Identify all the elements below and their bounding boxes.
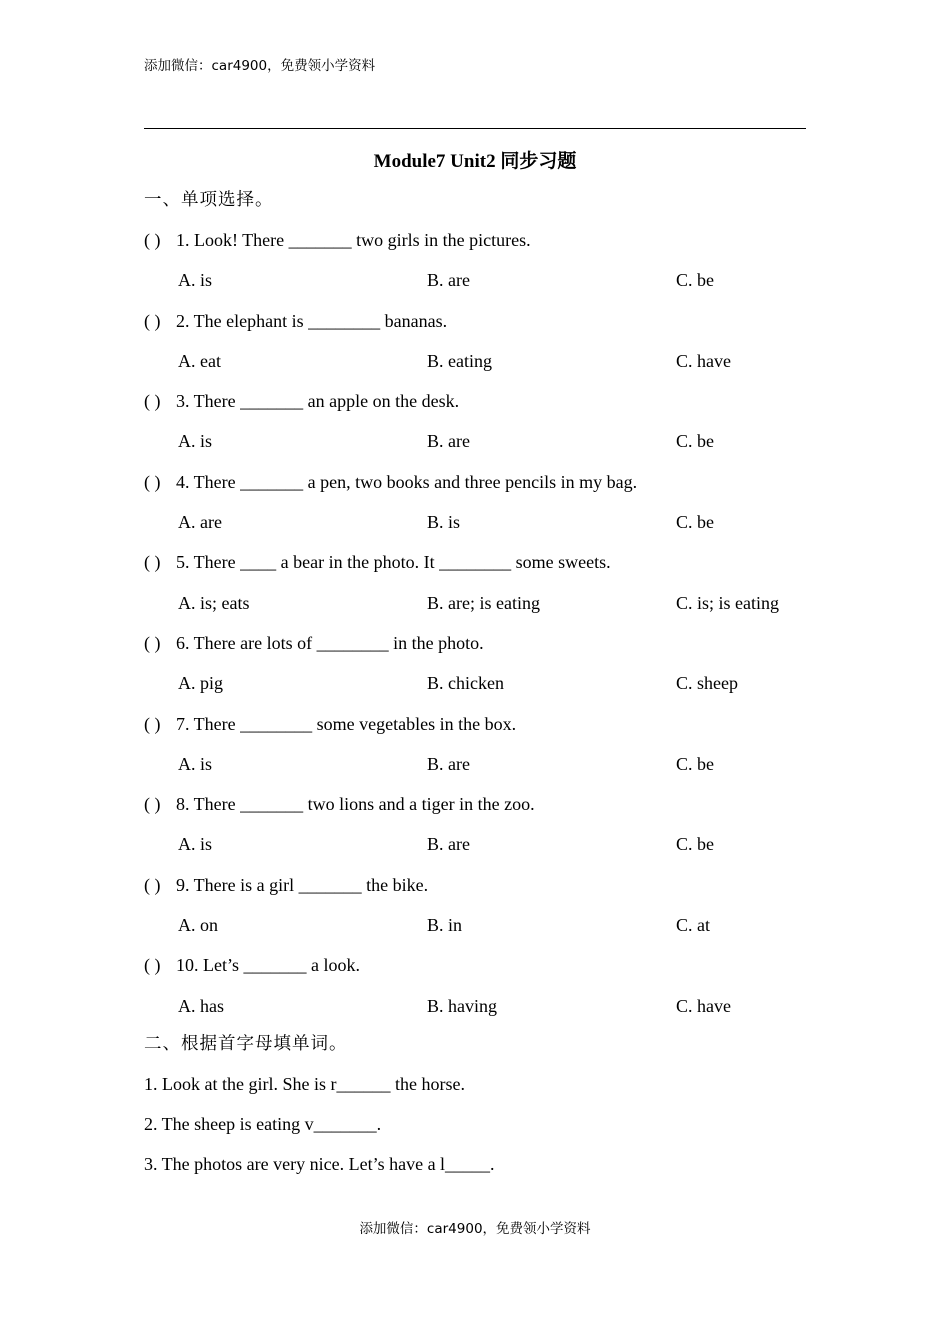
question-10	[144, 953, 360, 977]
page-title: Module7 Unit2 同步习题	[373, 151, 577, 172]
option-a: A. is	[178, 431, 213, 451]
options-2	[178, 349, 818, 373]
option-a: A. has	[178, 996, 224, 1016]
options-9	[178, 913, 818, 937]
question-text: 5. There ____ a bear in the photo. It ________ some sweets.	[176, 552, 611, 572]
option-c: C. be	[676, 754, 714, 774]
question-text: 2. The elephant is ________ bananas.	[176, 311, 448, 331]
fill-item-3: 3. The photos are very nice. Let’s have a l_____.	[144, 1154, 495, 1174]
options-1	[178, 268, 818, 292]
options-3	[178, 429, 818, 453]
option-b: B. are; is eating	[427, 593, 540, 613]
option-a: A. pig	[178, 673, 223, 693]
header-note: 添加微信：car4900，免费领小学资料	[144, 58, 376, 74]
question-text: 3. There _______ an apple on the desk.	[176, 391, 460, 411]
option-a: A. are	[178, 512, 222, 532]
fill-item-2: 2. The sheep is eating v_______.	[144, 1114, 382, 1134]
answer-paren: ( )	[144, 714, 161, 734]
question-4	[144, 470, 637, 494]
question-text: 1. Look! There _______ two girls in the pictures.	[176, 230, 531, 250]
options-8	[178, 832, 818, 856]
option-c: C. be	[676, 270, 714, 290]
option-a: A. is	[178, 834, 213, 854]
options-7	[178, 752, 818, 776]
options-4	[178, 510, 818, 534]
option-c: C. be	[676, 834, 714, 854]
question-6	[144, 631, 484, 655]
option-c: C. at	[676, 915, 710, 935]
option-c: C. sheep	[676, 673, 738, 693]
option-a: A. eat	[178, 351, 221, 371]
question-text: 7. There ________ some vegetables in the box.	[176, 714, 517, 734]
option-c: C. is; is eating	[676, 593, 779, 613]
question-text: 4. There _______ a pen, two books and three pencils in my bag.	[176, 472, 638, 492]
fill-item-1: 1. Look at the girl. She is r______ the horse.	[144, 1074, 465, 1094]
footer-note: 添加微信：car4900，免费领小学资料	[359, 1221, 591, 1237]
answer-paren: ( )	[144, 391, 161, 411]
option-a: A. is	[178, 754, 213, 774]
options-5	[178, 591, 818, 615]
question-2	[144, 309, 447, 333]
answer-paren: ( )	[144, 633, 161, 653]
option-b: B. are	[427, 754, 470, 774]
question-7	[144, 712, 516, 736]
option-a: A. is; eats	[178, 593, 250, 613]
question-9	[144, 873, 428, 897]
answer-paren: ( )	[144, 875, 161, 895]
option-a: A. is	[178, 270, 213, 290]
option-b: B. in	[427, 915, 463, 935]
section2-heading: 二、根据首字母填单词。	[144, 1034, 348, 1054]
option-b: B. are	[427, 834, 470, 854]
question-3	[144, 389, 459, 413]
option-a: A. on	[178, 915, 218, 935]
option-c: C. have	[676, 351, 731, 371]
option-b: B. having	[427, 996, 497, 1016]
question-5	[144, 550, 611, 574]
question-1	[144, 228, 531, 252]
answer-paren: ( )	[144, 472, 161, 492]
question-8	[144, 792, 535, 816]
option-b: B. is	[427, 512, 461, 532]
option-b: B. are	[427, 270, 470, 290]
answer-paren: ( )	[144, 955, 161, 975]
question-text: 9. There is a girl _______ the bike.	[176, 875, 429, 895]
answer-paren: ( )	[144, 311, 161, 331]
header-rule	[144, 128, 806, 129]
options-10	[178, 994, 818, 1018]
option-c: C. be	[676, 431, 714, 451]
answer-paren: ( )	[144, 230, 161, 250]
question-text: 8. There _______ two lions and a tiger in the zoo.	[176, 794, 535, 814]
answer-paren: ( )	[144, 552, 161, 572]
option-b: B. are	[427, 431, 470, 451]
option-b: B. eating	[427, 351, 492, 371]
option-c: C. be	[676, 512, 714, 532]
option-b: B. chicken	[427, 673, 504, 693]
question-text: 10. Let’s _______ a look.	[176, 955, 360, 975]
question-text: 6. There are lots of ________ in the photo.	[176, 633, 484, 653]
section1-heading: 一、单项选择。	[144, 190, 274, 210]
answer-paren: ( )	[144, 794, 161, 814]
options-6	[178, 671, 818, 695]
option-c: C. have	[676, 996, 731, 1016]
